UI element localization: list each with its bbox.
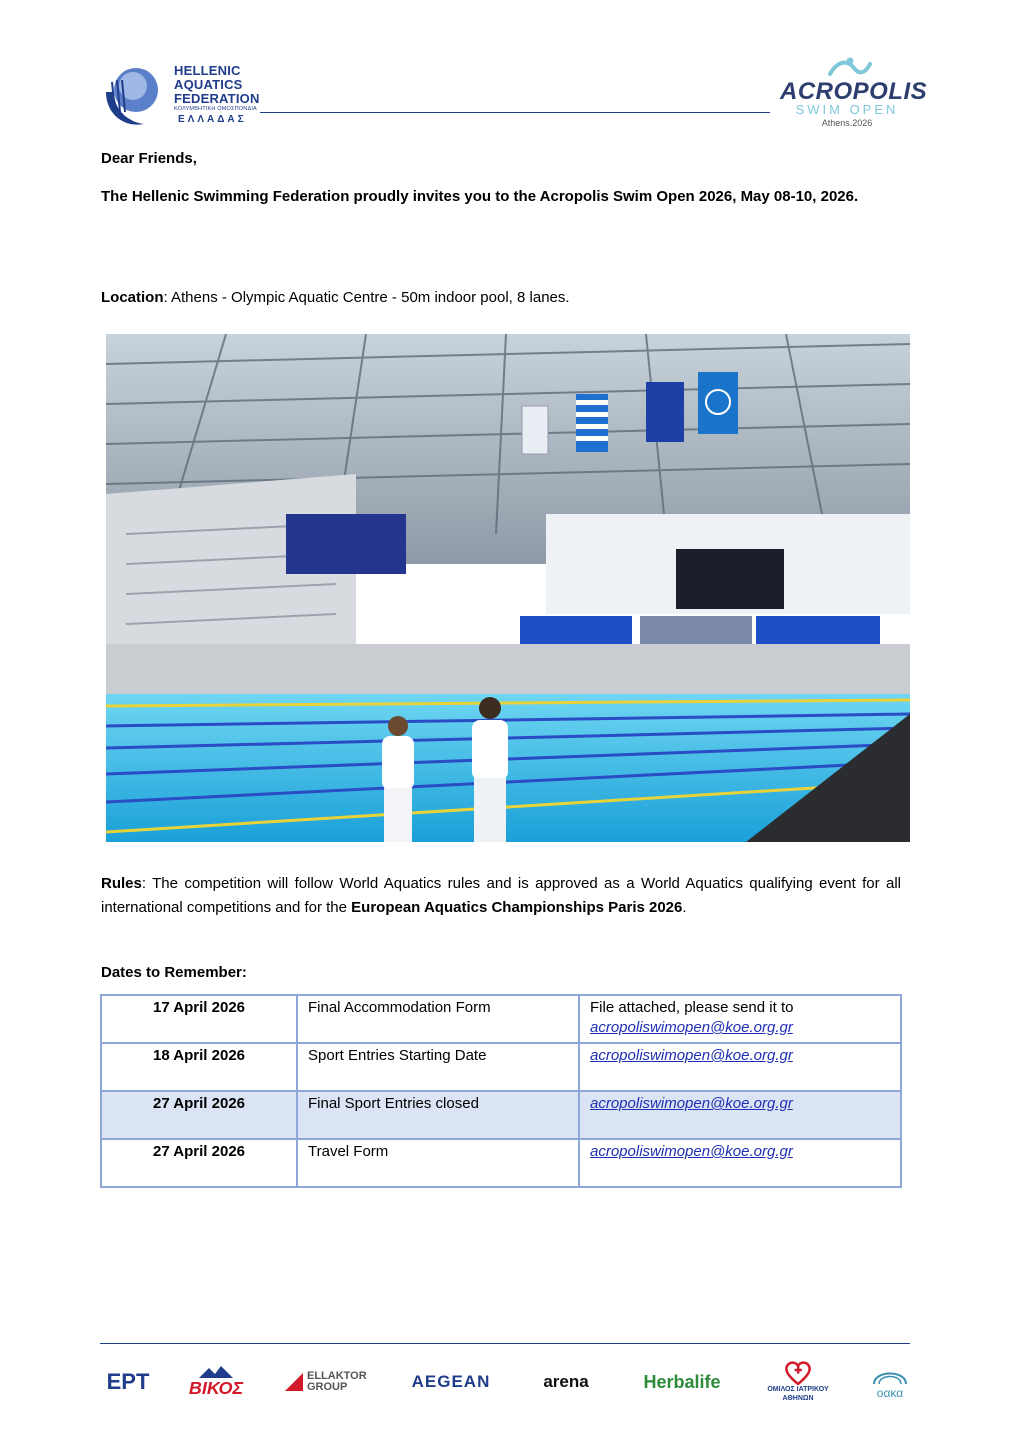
email-link[interactable]: acropoliswimopen@koe.org.gr <box>590 1095 793 1112</box>
vikos-wordmark: ΒΙΚΟΣ <box>188 1377 244 1398</box>
hellenic-aquatics-federation-logo <box>100 60 260 132</box>
haf-word-3: FEDERATION <box>174 91 260 106</box>
location-line <box>101 287 901 309</box>
ellaktor-wordmark: ELLAKTOR GROUP <box>307 1370 367 1393</box>
email-link[interactable]: acropoliswimopen@koe.org.gr <box>590 1143 793 1160</box>
date-cell: 27 April 2026 <box>101 1091 297 1139</box>
athens-year: Athens.2026 <box>821 118 873 128</box>
rules-text: : The competition will follow World Aquatics rules and is approved as a World Aquatics qualifying event for all international competitions and for the <box>101 875 901 916</box>
contact-cell <box>579 1043 901 1091</box>
contact-cell <box>579 1091 901 1139</box>
rules-end: . <box>682 899 687 916</box>
dates-table <box>100 994 902 1188</box>
rules-label: Rules <box>101 875 142 892</box>
date-cell: 17 April 2026 <box>101 995 297 1043</box>
rules-championship: European Aquatics Championships Paris 2026 <box>351 899 683 916</box>
mountain-icon <box>199 1366 233 1378</box>
federation-emblem-icon <box>100 62 166 128</box>
heart-cross-icon <box>785 1361 811 1385</box>
swim-open-subtitle: SWIM OPEN <box>795 102 899 117</box>
task-cell: Travel Form <box>297 1139 579 1187</box>
header-divider <box>260 112 770 113</box>
pool-illustration <box>106 334 910 842</box>
haf-greek-word: ΕΛΛΑΔΑΣ <box>178 114 247 125</box>
contact-note: File attached, please send it to <box>590 999 794 1016</box>
haf-word-2: AQUATICS <box>174 77 243 92</box>
haf-subtitle: ΚΟΛΥΜΒΗΤΙΚΗ ΟΜΟΣΠΟΝΔΙΑ <box>174 106 257 112</box>
sponsor-aegean-logo: AEGEAN <box>411 1372 491 1391</box>
sponsor-athens-medical-logo <box>750 1358 846 1406</box>
location-label: Location <box>101 289 164 306</box>
sponsor-vikos-logo <box>176 1358 256 1406</box>
ellaktor-triangle-icon <box>285 1373 303 1391</box>
task-cell: Sport Entries Starting Date <box>297 1043 579 1091</box>
email-link[interactable]: acropoliswimopen@koe.org.gr <box>590 1019 793 1036</box>
invitation-paragraph: The Hellenic Swimming Federation proudly invites you to the Acropolis Swim Open 2026, May 08-10, 2026. <box>101 188 859 205</box>
task-cell: Final Accommodation Form <box>297 995 579 1043</box>
task-cell: Final Sport Entries closed <box>297 1091 579 1139</box>
swimmer-wave-icon <box>828 56 872 78</box>
sponsor-arena-logo: arena <box>543 1372 589 1391</box>
contact-cell <box>579 995 901 1043</box>
acropolis-title: ACROPOLIS <box>780 78 928 105</box>
oaka-wordmark: οακα <box>876 1386 904 1400</box>
rules-paragraph <box>101 872 901 920</box>
footer-divider <box>100 1343 910 1344</box>
contact-cell <box>579 1139 901 1187</box>
sponsor-herbalife-logo: Herbalife <box>643 1371 721 1392</box>
dates-heading: Dates to Remember: <box>101 964 247 981</box>
table-row <box>101 995 901 1043</box>
sponsor-ert-logo: ΕΡΤ <box>106 1369 150 1394</box>
sponsor-oaka-logo <box>862 1358 918 1406</box>
email-link[interactable]: acropoliswimopen@koe.org.gr <box>590 1047 793 1064</box>
athens-medical-wordmark: ΟΜΙΛΟΣ ΙΑΤΡΙΚΟΥ ΑΘΗΝΩΝ <box>767 1386 829 1402</box>
haf-word-1: HELLENIC <box>174 63 241 78</box>
olympic-aquatic-centre-photo <box>106 334 910 842</box>
date-cell: 18 April 2026 <box>101 1043 297 1091</box>
greeting: Dear Friends, <box>101 150 197 167</box>
table-row <box>101 1091 901 1139</box>
location-text: : Athens - Olympic Aquatic Centre - 50m indoor pool, 8 lanes. <box>163 289 570 306</box>
oaka-arc-icon <box>870 1364 910 1386</box>
date-cell: 27 April 2026 <box>101 1139 297 1187</box>
table-row <box>101 1043 901 1091</box>
acropolis-swim-open-logo <box>778 56 928 136</box>
table-row <box>101 1139 901 1187</box>
sponsor-ellaktor-logo <box>284 1358 388 1406</box>
